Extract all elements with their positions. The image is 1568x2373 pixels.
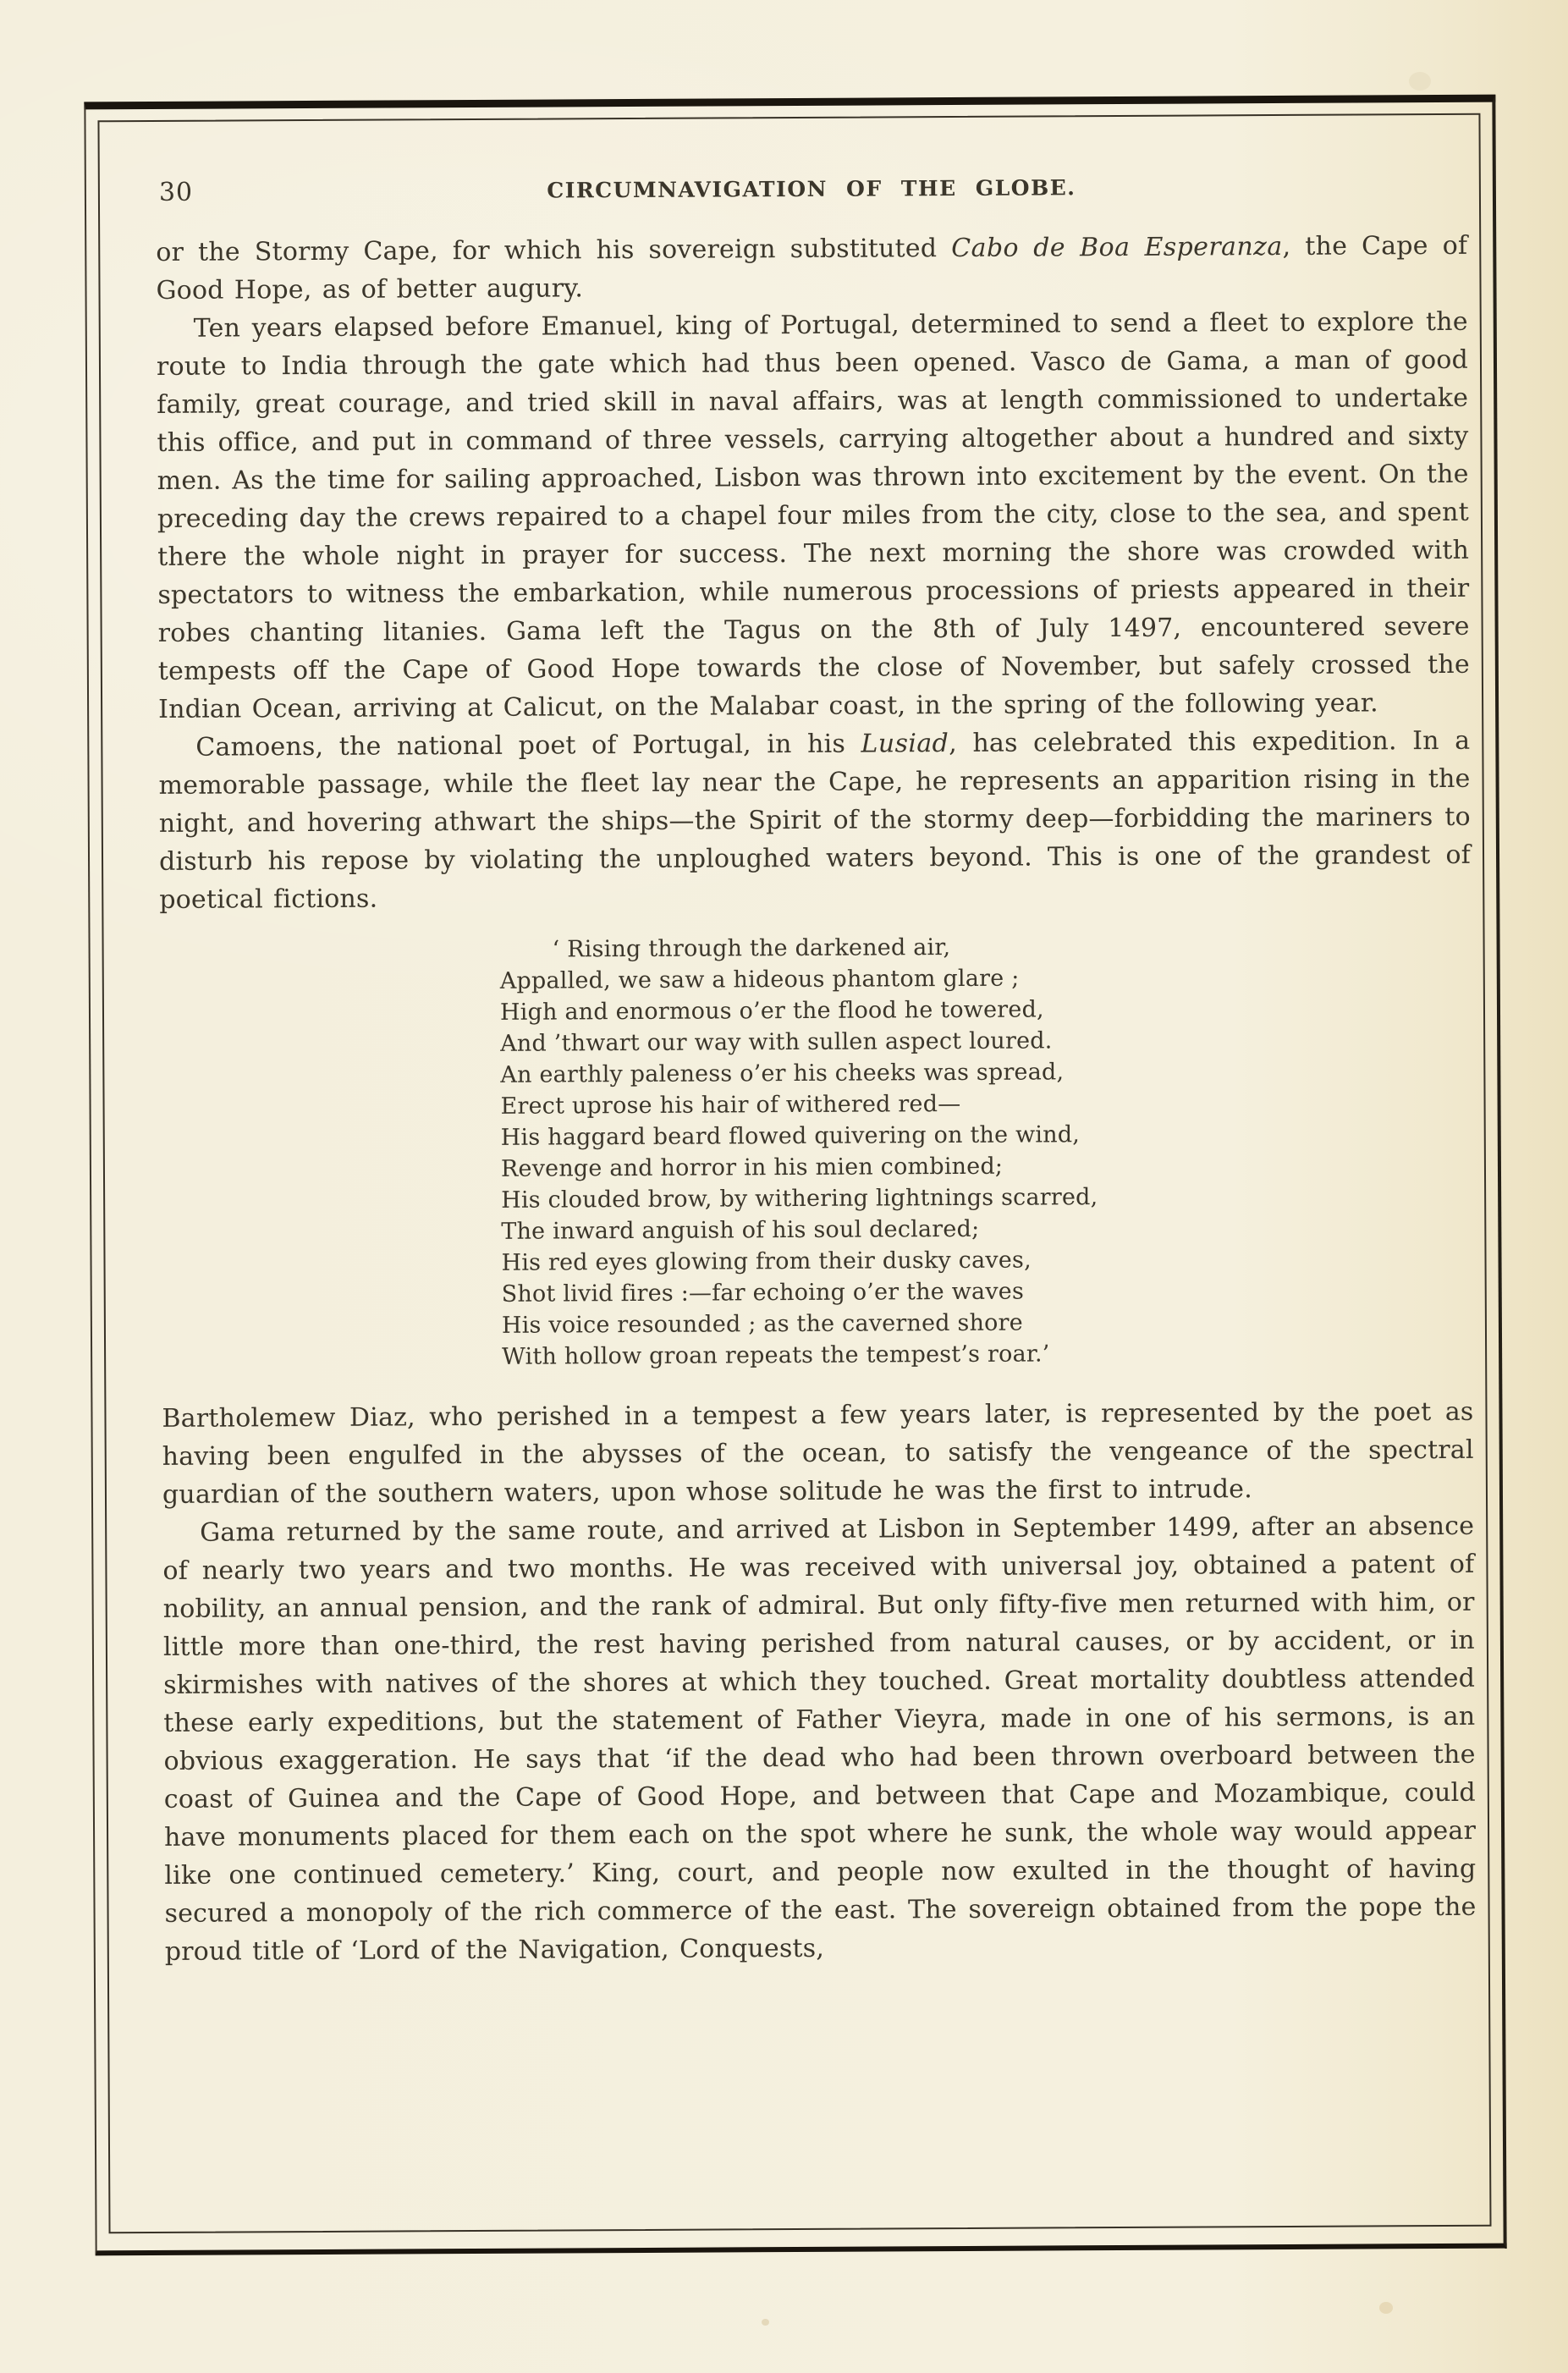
text-segment: , has celebrated this expedition. In a memorable passage, while the fleet lay near the Cape, he represents an apparition rising in the night, and hovering athwart the ships—the Spirit of the stormy deep—forbidding the mariners to disturb his repose by violating the unploughed waters beyond. This is one of the grandest of poetical fictions. bbox=[158, 725, 1472, 915]
poem-line: His clouded brow, by withering lightnings scarred, bbox=[501, 1184, 1098, 1214]
paper-stain bbox=[1379, 2302, 1393, 2314]
poem-line: His red eyes glowing from their dusky caves, bbox=[501, 1247, 1032, 1276]
text-segment: Gama returned by the same route, and arrived at Lisbon in September 1499, after an absence of nearly two years and two months. He was received with universal joy, obtained a patent of nobility, an annual pension, and the rank of admiral. But only fifty-five men returned with him, or little more than one-third, the rest having perished from natural causes, or by accident, or in skirmishes with natives of the shores at which they touched. Great mortality doubtless attended these early expeditions, but the statement of Father Vieyra, made in one of his sermons, is an obvious exaggeration. He says that ‘if the dead who had been thrown overboard between the coast of Guinea and the Cape of Good Hope, and between that Cape and Mozambique, could have monuments placed for them each on the spot where he sunk, the whole way would appear like one continued cemetery.’ King, court, and people now exulted in the thought of having secured a monopoly of the rich commerce of the east. The sovereign obtained from the pope the proud title of ‘Lord of the Navigation, Conquests, bbox=[162, 1511, 1477, 1967]
poem-line: His haggard beard flowed quivering on the wind, bbox=[500, 1121, 1081, 1151]
text-segment: , the Cape of Good Hope, as of better augury. bbox=[156, 230, 1468, 306]
paragraph bbox=[162, 1393, 1474, 1514]
poem-line: The inward anguish of his soul declared; bbox=[501, 1215, 980, 1245]
paper-stain bbox=[762, 2319, 769, 2326]
poem-line: An earthly paleness o’er his cheeks was spread, bbox=[500, 1059, 1065, 1088]
text-segment: Ten years elapsed before Emanuel, king of Portugal, determined to send a fleet to explore the route to India through the gate which had thus been opened. Vasco de Gama, a man of good family, great courage, and tried skill in naval affairs, was at length commissioned to undertake this office, and put in command of three vessels, carrying altogether about a hundred and sixty men. As the time for sailing approached, Lisbon was thrown into excitement by the event. On the preceding day the crews repaired to a chapel four miles from the city, close to the sea, and spent there the whole night in prayer for success. The next morning the shore was crowded with spectators to witness the embarkation, while numerous processions of priests appeared in their robes chanting litanies. Gama left the Tagus on the 8th of July 1497, encountered severe tempests off the Cape of Good Hope towards the close of November, but safely crossed the Indian Ocean, arriving at Calicut, on the Malabar coast, in the spring of the following year. bbox=[156, 306, 1470, 724]
poem-line: Appalled, we saw a hideous phantom glare ; bbox=[499, 965, 1020, 994]
paragraph bbox=[162, 1507, 1477, 1971]
page-header bbox=[156, 171, 1467, 213]
poem-line: Erect uprose his hair of withered red— bbox=[500, 1090, 961, 1120]
poem-line: High and enormous o’er the flood he towered, bbox=[499, 996, 1044, 1026]
paper-stain bbox=[1409, 72, 1431, 91]
poem-line: Revenge and horror in his mien combined; bbox=[500, 1153, 1004, 1182]
poem-line: With hollow groan repeats the tempest’s roar.’ bbox=[502, 1341, 1050, 1370]
page-content bbox=[99, 115, 1489, 2233]
poem-line: Shot livid fires :—far echoing o’er the waves bbox=[501, 1278, 1025, 1308]
paragraph bbox=[156, 227, 1467, 310]
italic-text: Cabo de Boa Esperanza bbox=[951, 231, 1283, 264]
poem-line: His voice resounded ; as the caverned shore bbox=[501, 1309, 1023, 1339]
page-frame bbox=[84, 95, 1506, 2256]
text-segment: Camoens, the national poet of Portugal, in his bbox=[195, 729, 861, 763]
italic-text: Lusiad bbox=[861, 729, 949, 759]
poem-line: And ’thwart our way with sullen aspect loured. bbox=[500, 1027, 1053, 1057]
inner-rule-frame bbox=[97, 113, 1491, 2234]
article-body bbox=[156, 227, 1477, 1971]
text-segment: Bartholemew Diaz, who perished in a tempest a few years later, is represented by the poet as having been engulfed in the abysses of the ocean, to satisfy the vengeance of the spectral guardian of the southern waters, upon whose solitude he was the first to intrude. bbox=[162, 1396, 1474, 1510]
paragraph bbox=[158, 722, 1471, 919]
page-number: 30 bbox=[158, 177, 194, 207]
text-segment: or the Stormy Cape, for which his sovereign substituted bbox=[156, 234, 952, 267]
paragraph bbox=[157, 303, 1471, 729]
poem-block bbox=[500, 929, 1474, 1373]
running-title: CIRCUMNAVIGATION OF THE GLOBE. bbox=[547, 175, 1076, 203]
poem-line: ‘ Rising through the darkened air, bbox=[552, 934, 951, 963]
